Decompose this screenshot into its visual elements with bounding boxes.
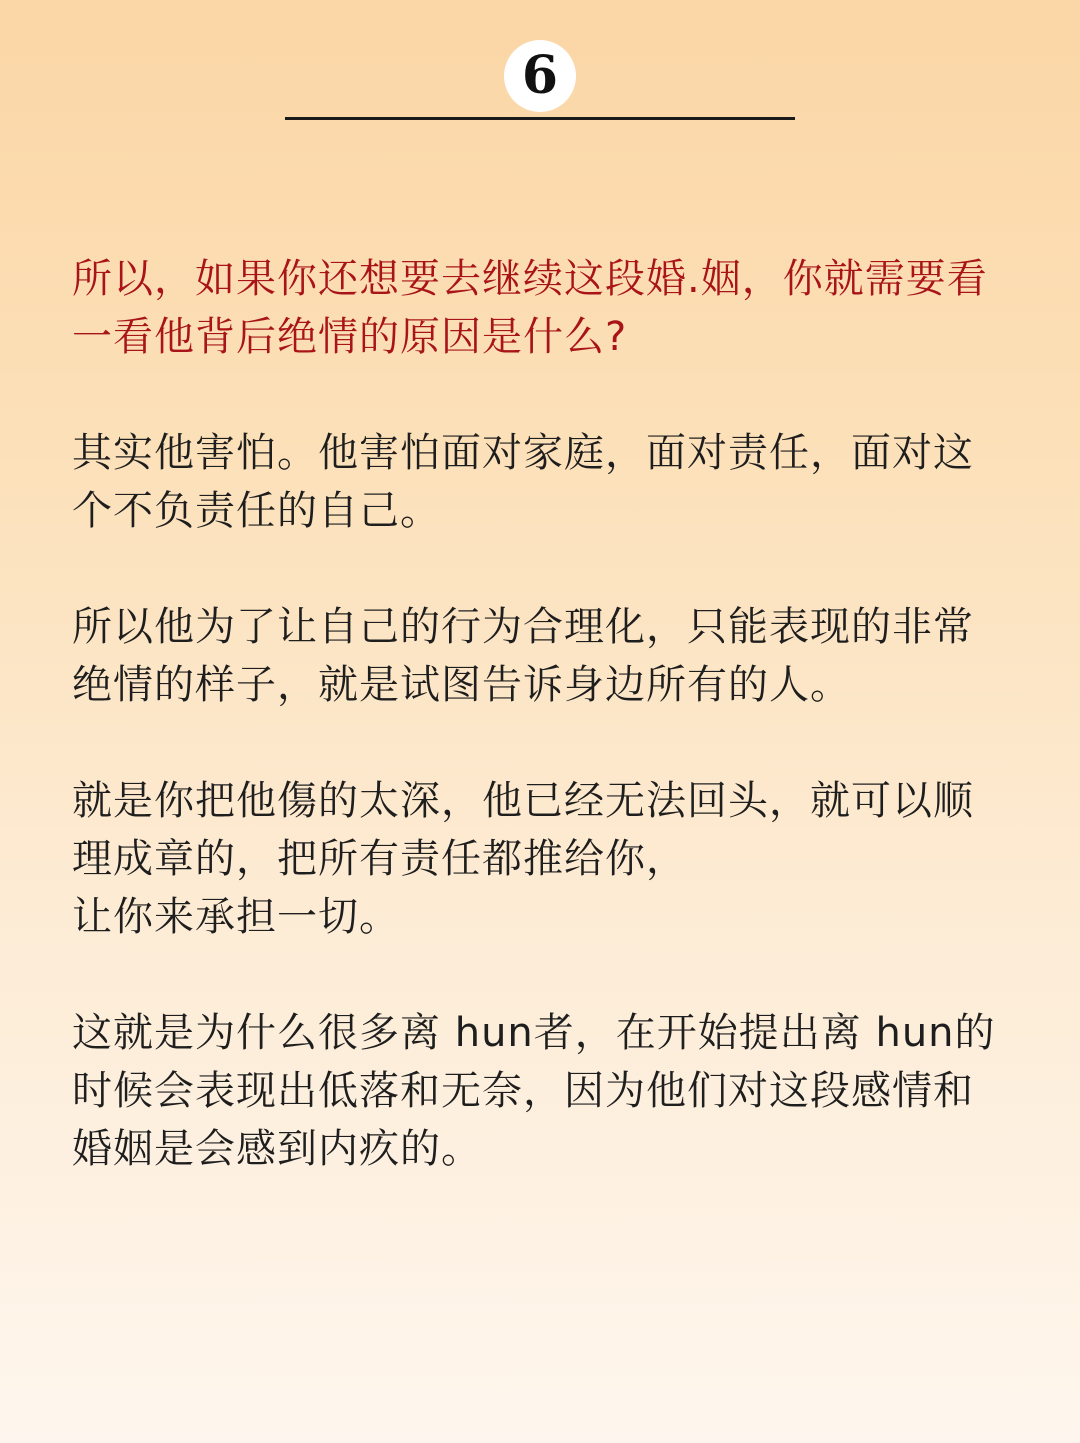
header-divider bbox=[285, 117, 795, 120]
paragraph-guilt: 这就是为什么很多离 hun者，在开始提出离 hun的 时候会表现出低落和无奈，因为他们对这段感情和 婚姻是会感到内疚的。 bbox=[72, 1010, 996, 1172]
paragraph-rationalize: 所以他为了让自己的行为合理化，只能表现的非常 绝情的样子，就是试图告诉身边所有的人。 bbox=[72, 604, 974, 708]
article-body bbox=[72, 250, 1032, 1178]
highlight-paragraph: 所以，如果你还想要去继续这段婚.姻，你就需要看 一看他背后绝情的原因是什么? bbox=[72, 256, 988, 360]
paragraph-blame: 就是你把他傷的太深，他已经无法回头，就可以顺 理成章的，把所有责任都推给你， 让你来承担一切。 bbox=[72, 778, 974, 940]
paragraph-fear: 其实他害怕。他害怕面对家庭，面对责任，面对这 个不负责任的自己。 bbox=[72, 430, 974, 534]
section-number-badge bbox=[504, 40, 576, 112]
section-number: 6 bbox=[521, 45, 559, 106]
